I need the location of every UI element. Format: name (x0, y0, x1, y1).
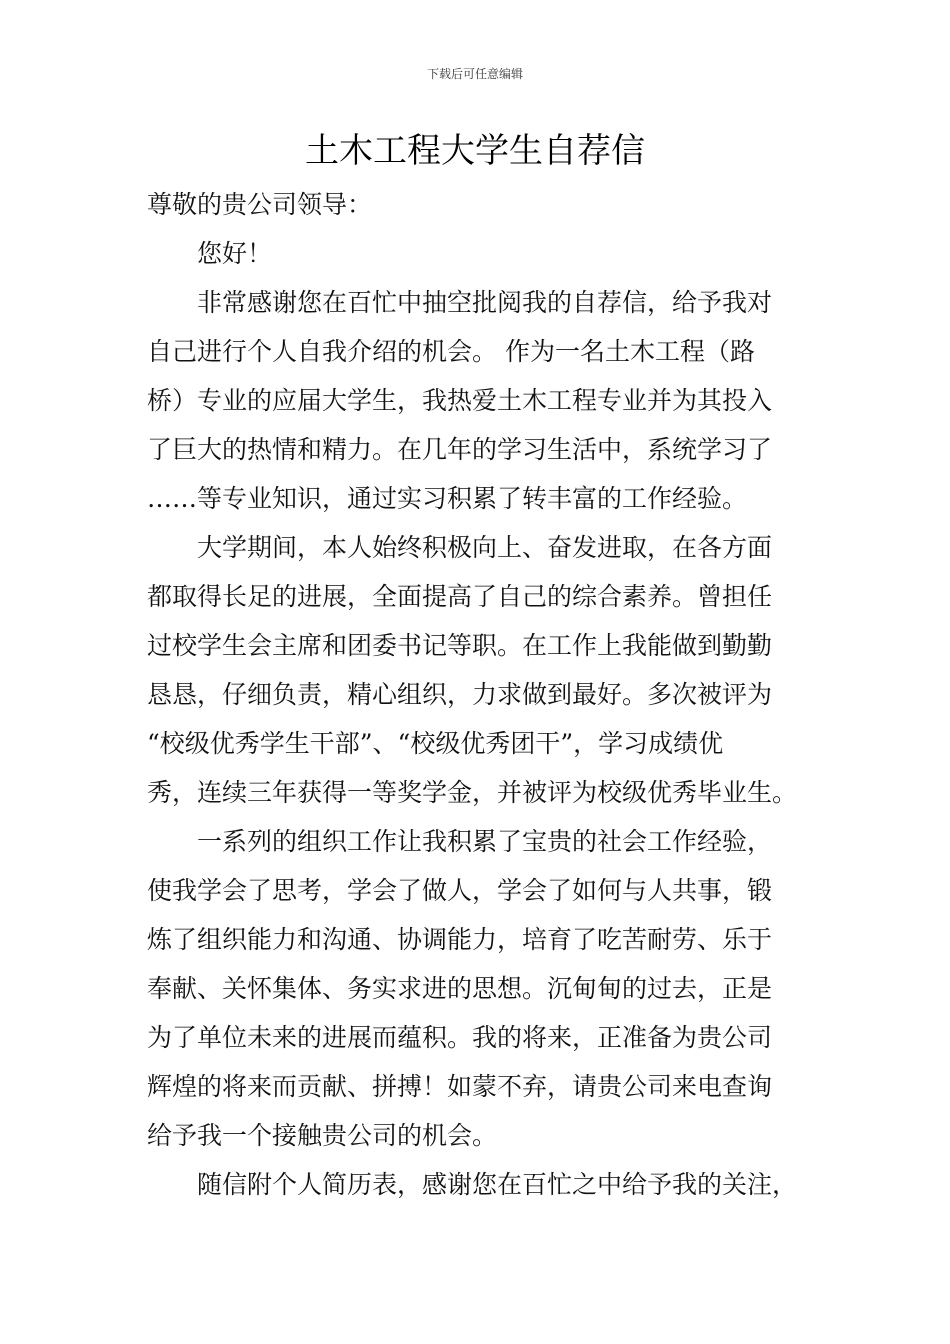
salutation: 尊敬的贵公司领导： (147, 190, 373, 219)
paragraph-2-line-3: 过校学生会主席和团委书记等职。在工作上我能做到勤勤 (147, 631, 773, 660)
paragraph-3-line-7: 给予我一个接触贵公司的机会。 (147, 1121, 498, 1150)
paragraph-2-line-6: 秀，连续三年获得一等奖学金，并被评为校级优秀毕业生。 (147, 778, 798, 807)
paragraph-1-line-1: 非常感谢您在百忙中抽空批阅我的自荐信，给予我对 (197, 288, 773, 317)
paragraph-2-line-4: 恳恳，仔细负责，精心组织，力求做到最好。多次被评为 (147, 680, 773, 709)
paragraph-3-line-4: 奉献、关怀集体、务实求进的思想。沉甸甸的过去，正是 (147, 974, 773, 1003)
paragraph-3-line-1: 一系列的组织工作让我积累了宝贵的社会工作经验， (197, 827, 773, 856)
paragraph-2-line-2: 都取得长足的进展，全面提高了自己的综合素养。曾担任 (147, 582, 773, 611)
paragraph-2-line-5: “校级优秀学生干部”、“校级优秀团干”，学习成绩优 (147, 729, 724, 758)
paragraph-1-line-3: 桥）专业的应届大学生，我热爱土木工程专业并为其投入 (147, 386, 773, 415)
paragraph-3-line-6: 辉煌的将来而贡献、拼搏！如蒙不弃，请贵公司来电查询 (147, 1072, 773, 1101)
paragraph-1-line-2: 自己进行个人自我介绍的机会。 作为一名土木工程（路 (147, 337, 755, 366)
paragraph-3-line-3: 炼了组织能力和沟通、协调能力，培育了吃苦耐劳、乐于 (147, 925, 773, 954)
paragraph-1-line-4: 了巨大的热情和精力。在几年的学习生活中，系统学习了 (147, 435, 773, 464)
paragraph-3-line-2: 使我学会了思考，学会了做人，学会了如何与人共事，锻 (147, 876, 773, 905)
paragraph-3-line-5: 为了单位未来的进展而蕴积。我的将来，正准备为贵公司 (147, 1023, 773, 1052)
greeting: 您好！ (197, 239, 273, 268)
document-title: 土木工程大学生自荐信 (305, 131, 645, 171)
page-header: 下载后可任意编辑 (426, 67, 523, 81)
paragraph-4-line-1: 随信附个人简历表，感谢您在百忙之中给予我的关注， (197, 1170, 798, 1199)
paragraph-2-line-1: 大学期间，本人始终积极向上、奋发进取，在各方面 (197, 533, 773, 562)
letter-body (147, 180, 827, 1209)
paragraph-1-line-5: ……等专业知识，通过实习积累了转丰富的工作经验。 (147, 484, 748, 513)
